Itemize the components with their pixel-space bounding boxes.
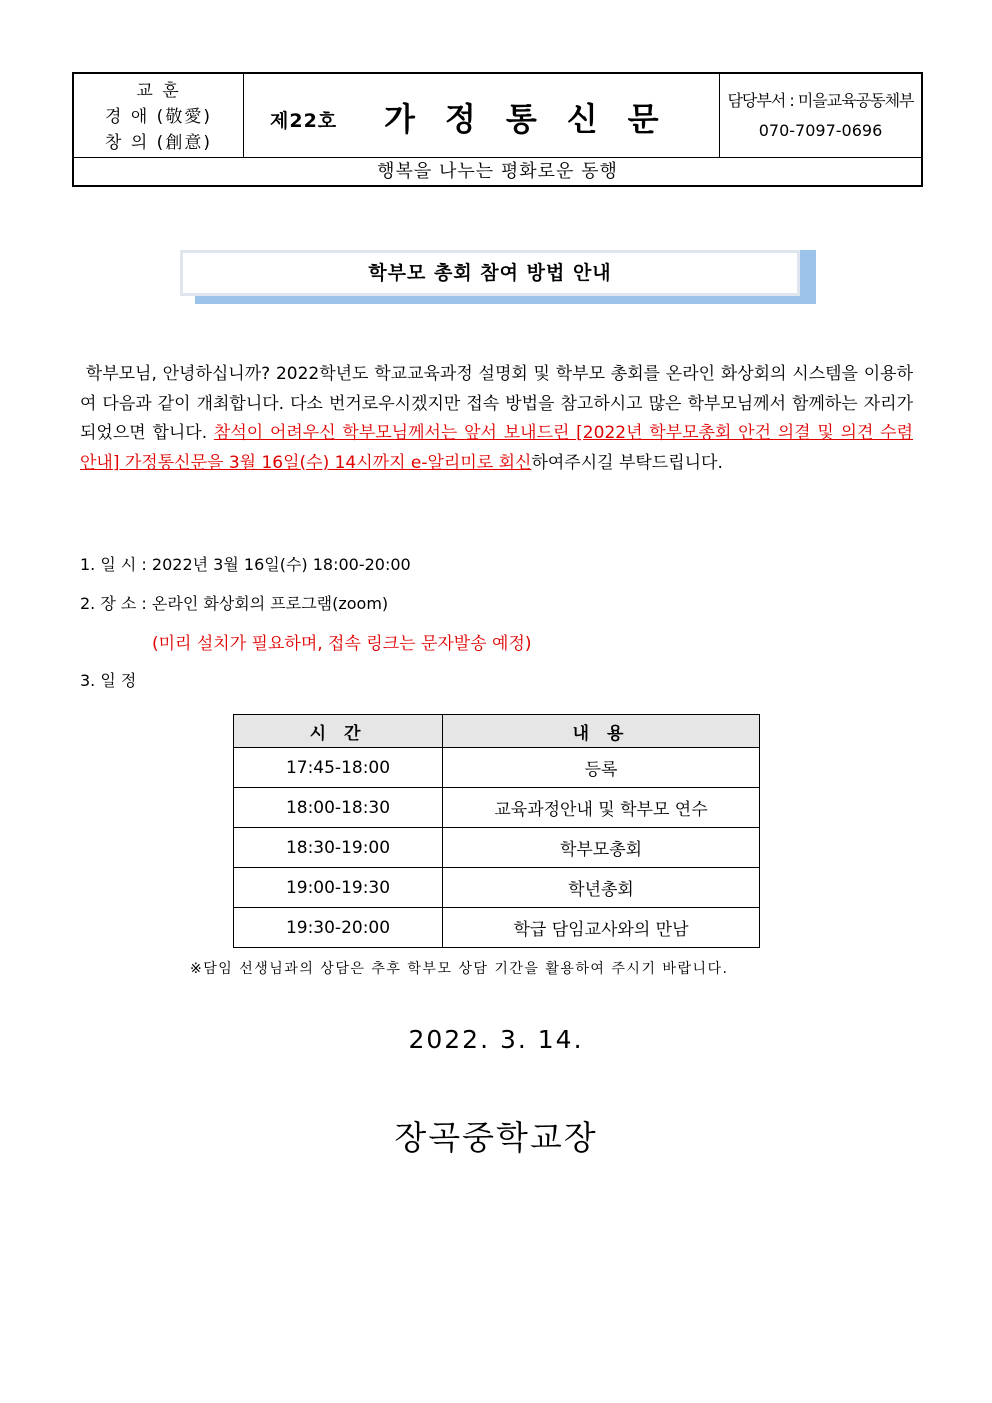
intro-text: 학부모님, 안녕하십니까? 2022학년도 학교교육과정 설명회 및 학부모 총회를 온라인 화상회의 시스템을 이용하여 다음과 같이 개최합니다. 다소 번거로우시겠지만 접속 방법을 참고하시고 많은 학부모님께서 함께하는 자리가 되었으면 합니다. (80, 364, 913, 443)
event-date: 1. 일 시 : 2022년 3월 16일(수) 18:00-20:00 (80, 555, 411, 574)
department-phone: 070-7097-0696 (758, 121, 883, 140)
row-time: 19:00-19:30 (234, 868, 443, 908)
row-time: 18:30-19:00 (234, 828, 443, 868)
table-row (234, 908, 760, 948)
issue-date: 2022. 3. 14. (408, 1025, 584, 1054)
table-header-row (234, 715, 760, 748)
intro-paragraph (80, 360, 913, 478)
schedule-label: 3. 일 정 (80, 671, 137, 690)
row-time: 17:45-18:00 (234, 748, 443, 788)
newsletter-header (72, 72, 923, 187)
issue-number: 제22호 (270, 110, 338, 132)
motto-line: 교 훈 (136, 81, 181, 101)
department-info (719, 74, 921, 157)
newsletter-title: 가정통신문 (384, 100, 689, 138)
row-time: 19:30-20:00 (234, 908, 443, 948)
motto-line: 경 애 (敬愛) (105, 107, 212, 127)
consultation-note: ※담임 선생님과의 상담은 추후 학부모 상담 기간을 활용하여 주시기 바랍니다. (190, 961, 729, 977)
department-name: 담당부서 : 미을교육공동체부 (727, 91, 914, 110)
header-time: 시 간 (234, 715, 443, 748)
school-slogan: 행복을 나누는 평화로운 동행 (377, 161, 618, 182)
schedule-table (233, 714, 760, 948)
header-content: 내 용 (443, 715, 760, 748)
row-content: 등록 (443, 748, 760, 788)
header-row (74, 74, 921, 158)
event-place: 2. 장 소 : 온라인 화상회의 프로그램(zoom) (80, 594, 389, 613)
school-motto (74, 74, 244, 157)
row-content: 학년총회 (443, 868, 760, 908)
table-row (234, 828, 760, 868)
intro-highlight: 참석이 어려우신 학부모님께서는 앞서 보내드린 [2022년 학부모총회 안건 의결 및 의견 수렴 안내] 가정통신문을 3월 16일(수) 14시까지 e-알리미로 회신 (80, 423, 914, 473)
row-time: 18:00-18:30 (234, 788, 443, 828)
intro-tail: 하여주시길 부탁드립니다. (531, 452, 723, 473)
document-title: 학부모 총회 참여 방법 안내 (180, 250, 800, 296)
motto-line: 창 의 (創意) (105, 133, 212, 153)
table-row (234, 868, 760, 908)
row-content: 학급 담임교사와의 만남 (443, 908, 760, 948)
table-row (234, 748, 760, 788)
row-content: 학부모총회 (443, 828, 760, 868)
row-content: 교육과정안내 및 학부모 연수 (443, 788, 760, 828)
principal-signature: 장곡중학교장 (394, 1118, 598, 1157)
place-note: (미리 설치가 필요하며, 접속 링크는 문자발송 예정) (152, 634, 532, 654)
table-row (234, 788, 760, 828)
